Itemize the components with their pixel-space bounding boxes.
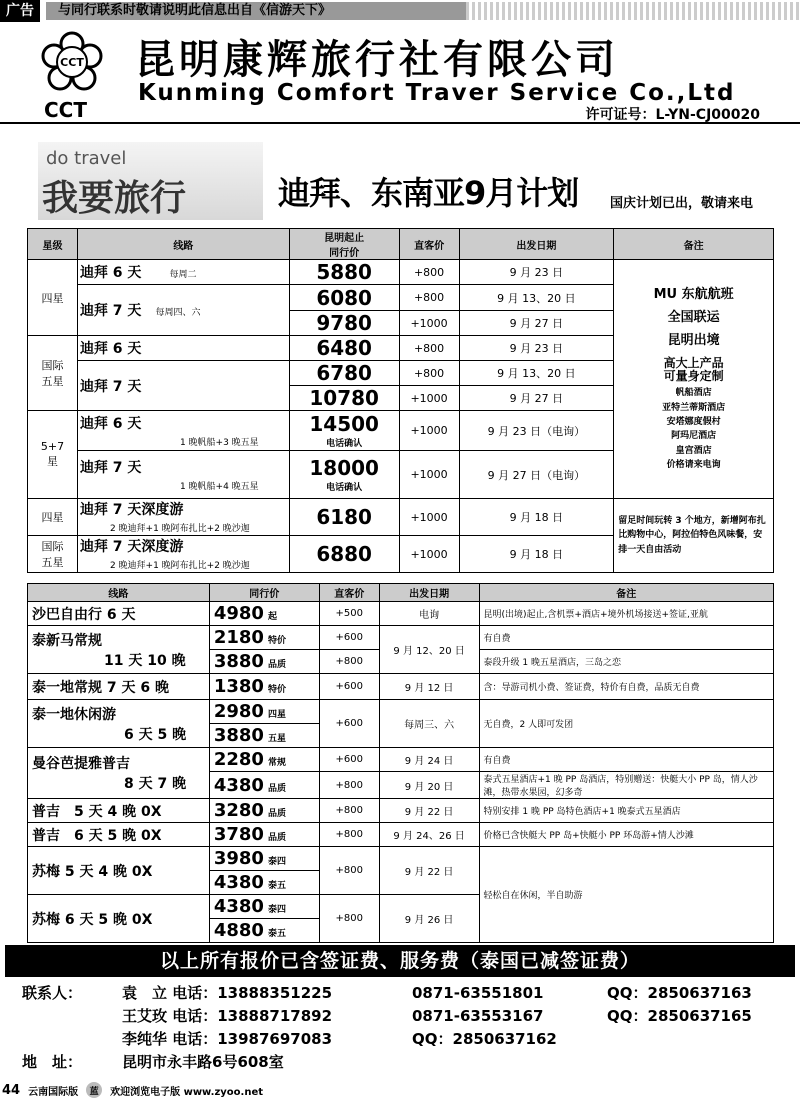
- date-cell: 9 月 27 日: [459, 311, 614, 336]
- price-note: 电话确认: [326, 439, 363, 449]
- decorative-dots: [466, 2, 800, 20]
- price-cell: [209, 772, 319, 799]
- price-tag: 特价: [267, 685, 286, 695]
- company-name-cn: 昆明康辉旅行社有限公司: [135, 37, 619, 83]
- note-line: 全国联运: [667, 309, 720, 325]
- price-value: 2980: [213, 701, 264, 722]
- price-tag: 常规: [267, 758, 286, 768]
- notice-text: 与同行联系时敬请说明此信息出自《信游天下》: [46, 2, 466, 20]
- note-line: MU 东航航班: [653, 286, 734, 302]
- note-cell: 含：导游司机小费、签证费，特价有自费，品质无自费: [479, 674, 773, 700]
- price-cell: [209, 847, 319, 871]
- promo-note: 国庆计划已出，敬请来电: [610, 196, 754, 211]
- date-cell: 9 月 23 日（电询）: [459, 411, 614, 451]
- note-cell: 泰段升级 1 晚五星酒店，三岛之恋: [479, 650, 773, 674]
- contact-row: [22, 1028, 752, 1051]
- price-cell: [209, 871, 319, 895]
- route-sub: 每周二: [169, 270, 197, 280]
- note-line: 价格请来电询: [666, 459, 721, 470]
- table-row: [28, 602, 774, 626]
- contact-qq: QQ：2850637162: [412, 1030, 557, 1048]
- logo-inner-text: CCT: [60, 56, 84, 69]
- col-notes: 备注: [479, 584, 773, 602]
- route-cell: 泰一地常规 7 天 6 晚: [28, 674, 210, 700]
- price-tag: 五星: [267, 734, 286, 744]
- table-row: [28, 700, 774, 724]
- route-cell: 苏梅 5 天 4 晚 0X: [28, 847, 210, 895]
- logo-text: CCT: [44, 98, 87, 122]
- contact-phone2: 0871-63551801: [412, 984, 544, 1002]
- direct-cell: +600: [319, 674, 379, 700]
- price-value: 4380: [213, 896, 264, 917]
- route-sub: 1 晚帆船+3 晚五星: [179, 438, 259, 448]
- direct-cell: +800: [319, 847, 379, 895]
- route-sub: 2 晚迪拜+1 晚阿布扎比+2 晚沙迦: [109, 561, 250, 571]
- route-cell: [77, 499, 289, 536]
- table-row: [28, 626, 774, 650]
- table-row: [28, 674, 774, 700]
- note-line: 阿玛尼酒店: [671, 431, 717, 442]
- date-cell: 9 月 27 日（电询）: [459, 451, 614, 499]
- route-cell: [77, 336, 289, 361]
- edition-circle-icon: 蓝: [86, 1082, 102, 1098]
- route-sub: 2 晚迪拜+1 晚阿布扎比+2 晚沙迦: [109, 524, 250, 534]
- direct-cell: +800: [319, 772, 379, 799]
- do-travel-big: 我要旅行: [42, 178, 187, 219]
- price-tag: 品质: [267, 783, 286, 794]
- note-line: 安塔娜度假村: [666, 416, 721, 427]
- ad-tag: 广告: [0, 0, 40, 22]
- price-cell: [209, 799, 319, 823]
- date-cell: 9 月 24、26 日: [379, 823, 479, 847]
- price-cell: 6480: [289, 336, 399, 361]
- route-cell: [77, 451, 289, 499]
- col-date: 出发日期: [379, 584, 479, 602]
- price-value: 4380: [213, 774, 264, 796]
- route-name: 迪拜 6 天: [79, 416, 142, 432]
- date-cell: 9 月 12、20 日: [379, 626, 479, 674]
- price-tag: 特价: [267, 636, 286, 646]
- route-name: 迪拜 6 天: [79, 265, 142, 281]
- col-star: 星级: [28, 229, 78, 260]
- contact-qq: QQ：2850637163: [607, 984, 752, 1002]
- note-cell: 轻松自在休闲，半自助游: [479, 847, 773, 943]
- price-value: 3880: [213, 725, 264, 746]
- route-name: 迪拜 7 天深度游: [79, 502, 184, 518]
- note-cell: 无自费，2 人即可发团: [479, 700, 773, 748]
- price-cell: [209, 823, 319, 847]
- license-number: 许可证号：L-YN-CJ00020: [585, 107, 760, 123]
- price-cell: 10780: [289, 386, 399, 411]
- page-number: 44: [2, 1082, 21, 1098]
- price-tag: 品质: [267, 660, 286, 670]
- price-value: 18000: [309, 456, 379, 480]
- col-direct-price: 直客价: [399, 229, 459, 260]
- contact-phone2: 0871-63553167: [412, 1007, 544, 1025]
- price-tag: 泰四: [267, 905, 286, 915]
- date-cell: 9 月 23 日: [459, 336, 614, 361]
- route-line: 11 天 10 晚: [104, 652, 186, 669]
- route-line: 6 天 5 晚: [124, 726, 187, 743]
- price-cell: [209, 700, 319, 724]
- contact-row: [22, 1005, 752, 1028]
- dubai-table: [27, 228, 774, 573]
- note-cell: 有自费: [479, 748, 773, 772]
- direct-cell: +1000: [399, 499, 459, 536]
- price-tag: 品质: [267, 833, 286, 843]
- star-cell: 四星: [28, 499, 78, 536]
- note-line: 昆明出境: [667, 332, 720, 348]
- col-peer-price: 同行价: [209, 584, 319, 602]
- route-line: 泰一地休闲游: [32, 706, 116, 723]
- table-row: [28, 823, 774, 847]
- table-row: [28, 748, 774, 772]
- promo-header: [0, 130, 800, 225]
- route-cell: 普吉 5 天 4 晚 0X: [28, 799, 210, 823]
- route-cell: [77, 285, 289, 336]
- date-cell: 9 月 27 日: [459, 386, 614, 411]
- route-line: 8 天 7 晚: [124, 776, 187, 792]
- deep-tour-note: 留足时间玩转 3 个地方，新增阿布扎比购物中心，阿拉伯特色风味餐，安排一天自由活动: [614, 499, 774, 573]
- col-notes: 备注: [614, 229, 774, 260]
- direct-cell: +600: [319, 700, 379, 748]
- price-value: 3280: [213, 800, 264, 821]
- price-cell: [209, 674, 319, 700]
- star-cell: 国际 五星: [28, 536, 78, 573]
- price-cell: [209, 895, 319, 919]
- direct-cell: +800: [399, 361, 459, 386]
- contact-qq: QQ：2850637165: [607, 1007, 752, 1025]
- welcome-link[interactable]: 欢迎浏览电子版 www.zyoo.net: [110, 1086, 264, 1098]
- address-label: 地 址：: [22, 1053, 83, 1071]
- price-cell: [209, 724, 319, 748]
- price-tag: 泰四: [267, 857, 286, 867]
- date-cell: 9 月 13、20 日: [459, 361, 614, 386]
- direct-cell: +800: [319, 823, 379, 847]
- price-value: 3980: [213, 848, 264, 869]
- route-cell: [77, 361, 289, 411]
- route-line: 泰新马常规: [32, 632, 102, 649]
- cct-logo-icon: [40, 30, 104, 94]
- direct-cell: +600: [319, 626, 379, 650]
- notes-cell: [614, 260, 774, 499]
- price-cell: 6080: [289, 285, 399, 311]
- contact-label: [22, 1028, 122, 1051]
- direct-cell: +600: [319, 748, 379, 772]
- col-date: 出发日期: [459, 229, 614, 260]
- contact-name-phone: 王艾玫 电话：13888717892: [122, 1007, 333, 1025]
- col-route: 线路: [28, 584, 210, 602]
- contact-label: 联系人：: [22, 984, 83, 1002]
- price-note: 电话确认: [326, 483, 363, 493]
- route-cell: [77, 536, 289, 573]
- table-row: [28, 260, 774, 285]
- note-cell: 昆明(出境)起止,含机票+酒店+境外机场接送+签证,亚航: [479, 602, 773, 626]
- direct-cell: +800: [399, 285, 459, 311]
- price-value: 2180: [213, 627, 264, 648]
- note-line: 皇宫酒店: [675, 445, 712, 456]
- note-line: 帆船酒店: [675, 388, 712, 399]
- route-name: 迪拜 7 天: [79, 303, 142, 319]
- do-travel-small: do travel: [46, 148, 127, 169]
- price-cell: [289, 451, 399, 499]
- route-cell: 沙巴自由行 6 天: [28, 602, 210, 626]
- route-name: 迪拜 7 天: [79, 378, 142, 395]
- direct-cell: +800: [319, 799, 379, 823]
- note-cell: 有自费: [479, 626, 773, 650]
- route-cell: [28, 700, 210, 748]
- price-cell: [209, 748, 319, 772]
- date-cell: 9 月 22 日: [379, 847, 479, 895]
- contact-row: [22, 982, 752, 1005]
- direct-cell: +1000: [399, 411, 459, 451]
- route-cell: [28, 626, 210, 674]
- do-travel-logo: [38, 142, 263, 220]
- date-cell: 电询: [379, 602, 479, 626]
- price-value: 2280: [213, 749, 264, 770]
- price-tag: 泰五: [267, 881, 286, 891]
- price-cell: [209, 650, 319, 674]
- route-cell: 苏梅 6 天 5 晚 0X: [28, 895, 210, 943]
- table-row: [28, 799, 774, 823]
- contact-label: [22, 1005, 122, 1028]
- col-peer-price: 昆明起止 同行价: [289, 229, 399, 260]
- route-cell: [77, 260, 289, 285]
- date-cell: 9 月 20 日: [379, 772, 479, 799]
- note-cell: 特别安排 1 晚 PP 岛特色酒店+1 晚泰式五星酒店: [479, 799, 773, 823]
- price-cell: 6880: [289, 536, 399, 573]
- route-cell: [28, 748, 210, 799]
- date-cell: 9 月 22 日: [379, 799, 479, 823]
- direct-cell: +500: [319, 602, 379, 626]
- table-row: [28, 499, 774, 536]
- contact-block: [22, 982, 752, 1074]
- note-line: 高大上产品: [663, 355, 724, 370]
- price-tag: 起: [267, 612, 277, 622]
- price-cell: [209, 919, 319, 943]
- route-name: 迪拜 6 天: [79, 341, 142, 357]
- price-notice-banner: 以上所有报价已含签证费、服务费（泰国已减签证费）: [5, 945, 795, 977]
- route-sub: 每周四、六: [155, 308, 201, 318]
- note-line: 亚特兰蒂斯酒店: [662, 402, 726, 413]
- contact-name-phone: 李纯华 电话：13987697083: [122, 1030, 333, 1048]
- route-cell: [77, 411, 289, 451]
- price-value: 3780: [213, 824, 264, 845]
- top-notice-bar: [0, 0, 800, 22]
- star-cell: 5+7 星: [28, 411, 78, 499]
- price-cell: [289, 411, 399, 451]
- star-cell: 四星: [28, 260, 78, 336]
- date-cell: 9 月 23 日: [459, 260, 614, 285]
- route-name: 迪拜 7 天深度游: [79, 539, 184, 555]
- price-value: 4380: [213, 872, 264, 893]
- col-route: 线路: [77, 229, 289, 260]
- direct-cell: +1000: [399, 311, 459, 336]
- direct-cell: +800: [399, 260, 459, 285]
- price-value: 4980: [213, 603, 264, 624]
- note-line: 可量身定制: [663, 369, 724, 384]
- price-cell: [209, 626, 319, 650]
- note-cell: 泰式五星酒店+1 晚 PP 岛酒店，特别赠送：快艇大小 PP 岛，情人沙滩，热带水果园，幻多奇: [479, 772, 773, 799]
- price-value: 3880: [213, 651, 264, 672]
- col-direct-price: 直客价: [319, 584, 379, 602]
- direct-cell: +800: [319, 895, 379, 943]
- table-header-row: [28, 229, 774, 260]
- date-cell: 每周三、六: [379, 700, 479, 748]
- direct-cell: +800: [399, 336, 459, 361]
- date-cell: 9 月 18 日: [459, 499, 614, 536]
- date-cell: 9 月 24 日: [379, 748, 479, 772]
- price-cell: [209, 602, 319, 626]
- direct-cell: +1000: [399, 386, 459, 411]
- price-tag: 泰五: [267, 929, 286, 939]
- price-value: 1380: [213, 676, 264, 697]
- price-tag: 品质: [267, 809, 286, 819]
- southeast-asia-table: [27, 583, 774, 943]
- address-row: [22, 1051, 752, 1074]
- route-name: 迪拜 7 天: [79, 459, 142, 476]
- route-sub: 1 晚帆船+4 晚五星: [179, 481, 259, 492]
- company-header: [0, 24, 800, 124]
- direct-cell: +800: [319, 650, 379, 674]
- promo-headline: 迪拜、东南亚9月计划: [278, 174, 579, 212]
- note-cell: 价格已含快艇大 PP 岛+快艇小 PP 环岛游+情人沙滩: [479, 823, 773, 847]
- contact-name-phone: 袁 立 电话：13888351225: [122, 984, 333, 1002]
- direct-cell: +1000: [399, 451, 459, 499]
- edition-label: 云南国际版: [28, 1086, 79, 1098]
- page-footer: [0, 1080, 800, 1100]
- table-header-row: [28, 584, 774, 602]
- address-value: 昆明市永丰路6号608室: [122, 1053, 284, 1071]
- price-cell: 9780: [289, 311, 399, 336]
- price-cell: 6780: [289, 361, 399, 386]
- table-row: [28, 847, 774, 871]
- route-cell: 普吉 6 天 5 晚 0X: [28, 823, 210, 847]
- price-tag: 四星: [267, 710, 286, 720]
- price-value: 14500: [309, 412, 379, 436]
- company-name-en: Kunming Comfort Traver Service Co.,Ltd: [138, 80, 736, 106]
- date-cell: 9 月 12 日: [379, 674, 479, 700]
- route-line: 曼谷芭提雅普吉: [32, 756, 130, 772]
- date-cell: 9 月 13、20 日: [459, 285, 614, 311]
- direct-cell: +1000: [399, 536, 459, 573]
- price-cell: 6180: [289, 499, 399, 536]
- price-value: 4880: [213, 920, 264, 941]
- star-cell: 国际 五星: [28, 336, 78, 411]
- date-cell: 9 月 18 日: [459, 536, 614, 573]
- date-cell: 9 月 26 日: [379, 895, 479, 943]
- price-cell: 5880: [289, 260, 399, 285]
